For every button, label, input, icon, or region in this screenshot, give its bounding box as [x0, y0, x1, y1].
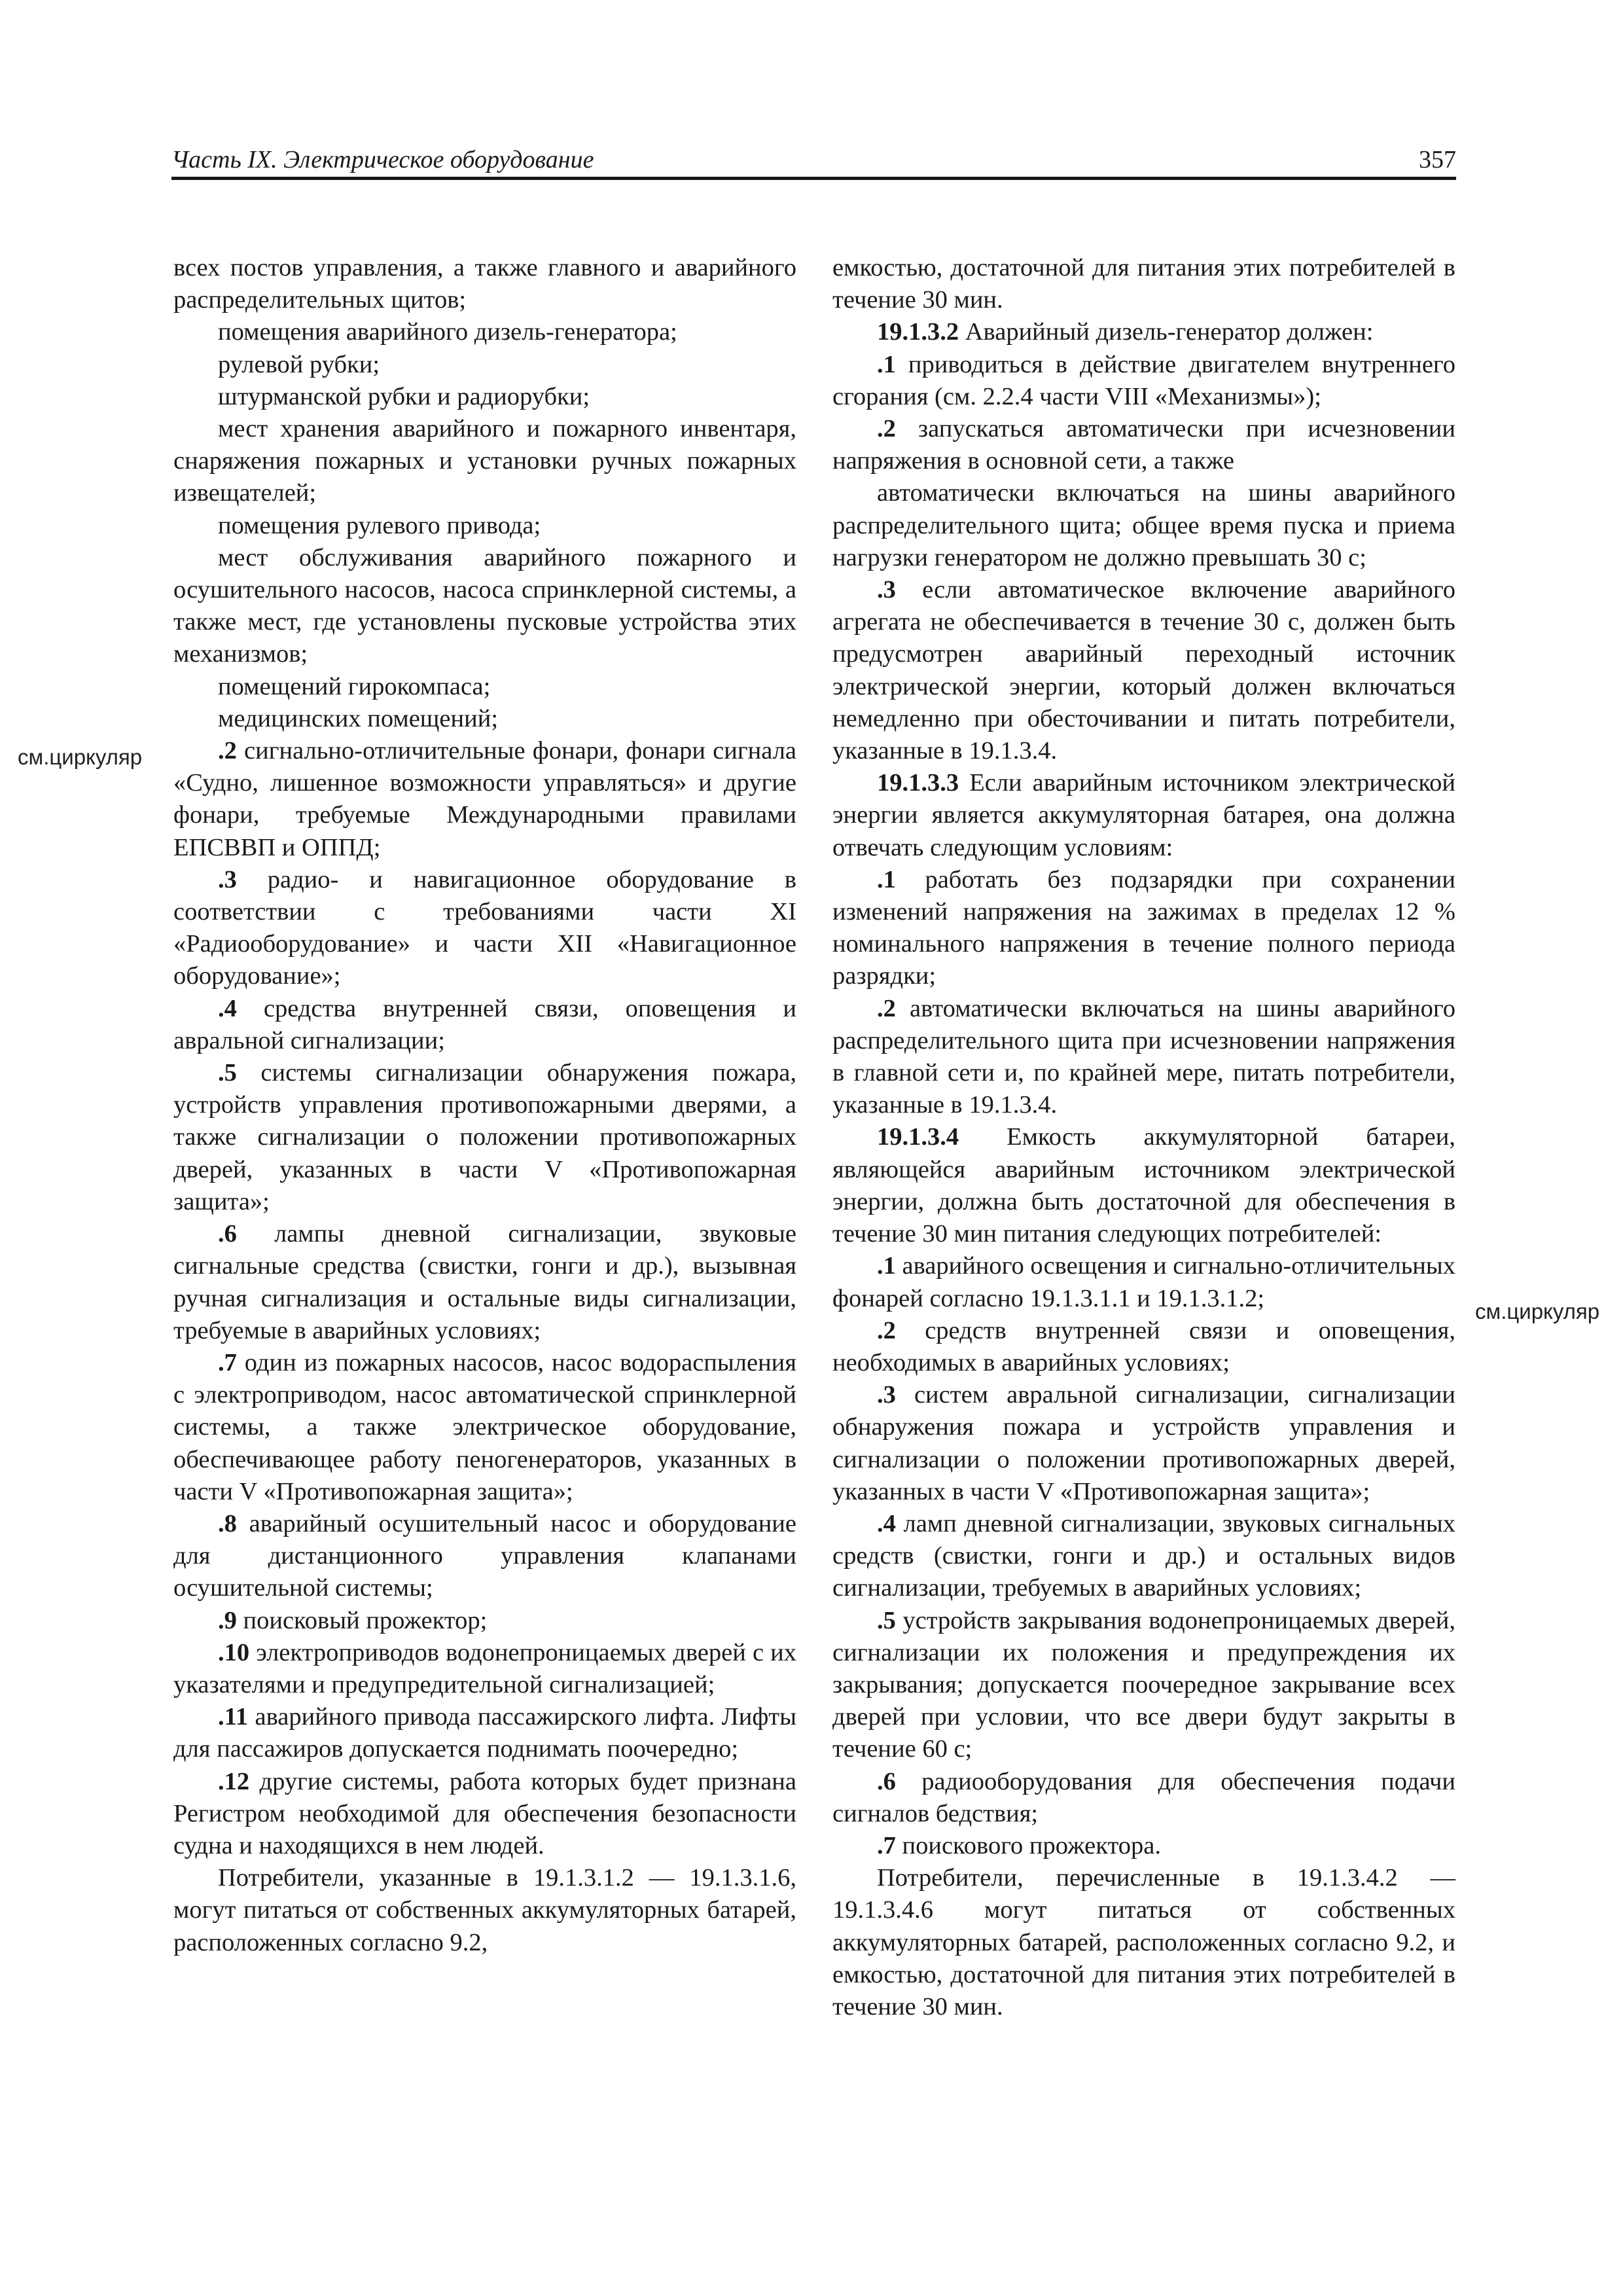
list-item — [173, 1347, 796, 1508]
item-number: .7 — [218, 1348, 237, 1376]
item-text: аварийного привода пассажирского лифта. Лифты для пассажиров допускается поднимать поочередно; — [173, 1703, 796, 1763]
item-number: .8 — [218, 1509, 237, 1537]
section-paragraph — [832, 316, 1455, 348]
list-item — [173, 1701, 796, 1765]
paragraph: медицинских помещений; — [218, 704, 499, 732]
list-item — [832, 349, 1455, 413]
margin-note-right: см.циркуляр — [1475, 1299, 1600, 1323]
section-number: 19.1.3.4 — [877, 1123, 959, 1151]
item-text: радио- и навигационное оборудование в соответствии с требованиями части XI «Радиооборудование» и части XII «Навигационное оборудование»; — [173, 865, 796, 990]
list-item — [173, 735, 796, 864]
item-number: .3 — [877, 576, 896, 604]
list-item — [832, 574, 1455, 767]
section-number: 19.1.3.2 — [877, 318, 959, 346]
item-number: .12 — [218, 1767, 250, 1795]
item-text: электроприводов водонепроницаемых дверей с их указателями и предупредительной сигнализацией; — [173, 1638, 796, 1698]
item-text: радиооборудования для обеспечения подачи сигналов бедствия; — [832, 1767, 1455, 1827]
item-number: .7 — [877, 1831, 896, 1859]
item-number: .9 — [218, 1606, 237, 1634]
list-item — [832, 413, 1455, 477]
list-item — [173, 993, 796, 1057]
item-text: аварийный осушительный насос и оборудование для дистанционного управления клапанами осушительной системы; — [173, 1509, 796, 1602]
paragraph: мест хранения аварийного и пожарного инвентаря, снаряжения пожарных и установки ручных пожарных извещателей; — [173, 415, 796, 507]
running-header — [171, 143, 1456, 178]
list-item — [173, 1218, 796, 1347]
item-text: лампы дневной сигнализации, звуковые сигнальные средства (свистки, гонги и др.), вызывная ручная сигнализация и остальные виды сигнализации, требуемые в аварийных условиях; — [173, 1220, 796, 1344]
list-item — [832, 1605, 1455, 1766]
section-number: 19.1.3.3 — [877, 769, 959, 797]
item-text: автоматически включаться на шины аварийного распределительного щита при исчезновении напряжения в главной сети и, по крайней мере, питать потребители, указанные в 19.1.3.4. — [832, 994, 1455, 1119]
item-text: средства внутренней связи, оповещения и авральной сигнализации; — [173, 994, 796, 1054]
item-number: .1 — [877, 865, 896, 893]
paragraph: мест обслуживания аварийного пожарного и осушительного насосов, насоса спринклерной системы, а также мест, где установлены пусковые устройства этих механизмов; — [173, 543, 796, 668]
item-text: поискового прожектора. — [895, 1831, 1161, 1859]
list-item — [173, 1057, 796, 1218]
item-text: запускаться автоматически при исчезновении напряжения в основной сети, а также — [832, 415, 1455, 475]
item-text: сигнально-отличительные фонари, фонари сигнала «Судно, лишенное возможности управляться» и другие фонари, требуемые Международными правилами ЕПСВВП и ОППД; — [173, 737, 796, 861]
header-title: Часть IX. Электрическое оборудование — [171, 146, 594, 173]
paragraph: Потребители, перечисленные в 19.1.3.4.2 — 19.1.3.4.6 могут питаться от собственных аккумуляторных батарей, расположенных согласно 9.2, и емкостью, достаточной для питания этих потребителей в течение 30 мин. — [832, 1864, 1455, 2020]
item-number: .3 — [218, 865, 237, 893]
paragraph: штурманской рубки и радиорубки; — [218, 382, 590, 410]
list-item — [832, 1250, 1455, 1314]
item-number: .11 — [218, 1703, 249, 1731]
item-text: аварийного освещения и сигнально-отличительных фонарей согласно 19.1.3.1.1 и 19.1.3.1.2; — [832, 1252, 1455, 1312]
item-number: .4 — [218, 994, 237, 1022]
item-number: .5 — [877, 1606, 896, 1634]
item-number: .5 — [218, 1059, 237, 1087]
paragraph: Потребители, указанные в 19.1.3.1.2 — 19.1.3.1.6, могут питаться от собственных аккумуляторных батарей, расположенных согласно 9.2, — [173, 1864, 796, 1956]
list-item — [832, 1766, 1455, 1830]
paragraph: помещения рулевого привода; — [218, 511, 541, 539]
item-number: .6 — [218, 1220, 237, 1248]
list-item — [832, 993, 1455, 1122]
item-text: ламп дневной сигнализации, звуковых сигнальных средств (свистки, гонги и др.) и остальных видов сигнализации, требуемых в аварийных условиях; — [832, 1509, 1455, 1602]
list-item — [832, 1508, 1455, 1605]
list-item — [173, 1766, 796, 1863]
paragraph: автоматически включаться на шины аварийного распределительного щита; общее время пуска и приема нагрузки генератором не должно превышать 30 с; — [832, 479, 1455, 571]
paragraph: помещения аварийного дизель-генератора; — [218, 318, 677, 346]
list-item — [173, 1508, 796, 1605]
section-text: Если аварийным источником электрической энергии является аккумуляторная батарея, она должна отвечать следующим условиям: — [832, 769, 1455, 861]
item-number: .2 — [877, 1316, 896, 1344]
item-number: .2 — [218, 737, 237, 765]
item-text: систем авральной сигнализации, сигнализации обнаружения пожара и устройств управления и сигнализации о положении противопожарных дверей, указанных в части V «Противопожарная защита»; — [832, 1381, 1455, 1505]
list-item — [173, 864, 796, 993]
item-number: .1 — [877, 350, 896, 378]
paragraph: рулевой рубки; — [218, 350, 380, 378]
section-text: Аварийный дизель-генератор должен: — [959, 318, 1374, 346]
item-number: .6 — [877, 1767, 896, 1795]
item-number: .10 — [218, 1638, 250, 1666]
list-item — [832, 864, 1455, 993]
item-number: .4 — [877, 1509, 896, 1537]
left-column — [173, 252, 796, 1959]
item-number: .1 — [877, 1252, 896, 1280]
section-paragraph — [832, 767, 1455, 864]
item-text: поисковый прожектор; — [236, 1606, 488, 1634]
list-item — [173, 1637, 796, 1701]
paragraph: всех постов управления, а также главного и аварийного распределительных щитов; — [173, 254, 796, 314]
item-number: .3 — [877, 1381, 896, 1409]
item-number: .2 — [877, 994, 896, 1022]
list-item — [173, 1605, 796, 1637]
paragraph: помещений гирокомпаса; — [218, 672, 491, 700]
item-text: другие системы, работа которых будет признана Регистром необходимой для обеспечения безопасности судна и находящихся в нем людей. — [173, 1767, 796, 1859]
item-text: работать без подзарядки при сохранении изменений напряжения на зажимах в пределах 12 % номинального напряжения в течение полного периода разрядки; — [832, 865, 1455, 990]
right-column — [832, 252, 1455, 2023]
item-number: .2 — [877, 415, 896, 443]
section-text: Емкость аккумуляторной батареи, являющейся аварийным источником электрической энергии, должна быть достаточной для обеспечения в течение 30 мин питания следующих потребителей: — [832, 1123, 1455, 1248]
item-text: приводиться в действие двигателем внутреннего сгорания (см. 2.2.4 части VIII «Механизмы»); — [832, 350, 1455, 410]
header-rule — [171, 177, 1456, 180]
list-item — [832, 1830, 1455, 1862]
list-item — [832, 1379, 1455, 1508]
item-text: устройств закрывания водонепроницаемых дверей, сигнализации их положения и предупреждения их закрывания; допускается поочередное закрывание всех дверей при условии, что все двери будут закрыты в течение 60 с; — [832, 1606, 1455, 1763]
margin-note-left: см.циркуляр — [18, 745, 143, 769]
paragraph: емкостью, достаточной для питания этих потребителей в течение 30 мин. — [832, 254, 1455, 314]
section-paragraph — [832, 1121, 1455, 1250]
item-text: системы сигнализации обнаружения пожара, устройств управления противопожарными дверями, а также сигнализации о положении противопожарных дверей, указанных в части V «Противопожарная защита»; — [173, 1059, 796, 1215]
item-text: если автоматическое включение аварийного агрегата не обеспечивается в течение 30 с, должен быть предусмотрен аварийный переходный источник электрической энергии, который должен включаться немедленно при обесточивании и питать потребители, указанные в 19.1.3.4. — [832, 576, 1455, 765]
list-item — [832, 1315, 1455, 1379]
item-text: средств внутренней связи и оповещения, необходимых в аварийных условиях; — [832, 1316, 1455, 1376]
item-text: один из пожарных насосов, насос водораспыления с электроприводом, насос автоматической спринклерной системы, а также электрическое оборудование, обеспечивающее работу пеногенераторов, указанных в части V «Противопожарная защита»; — [173, 1348, 796, 1505]
page-number: 357 — [1419, 146, 1456, 173]
